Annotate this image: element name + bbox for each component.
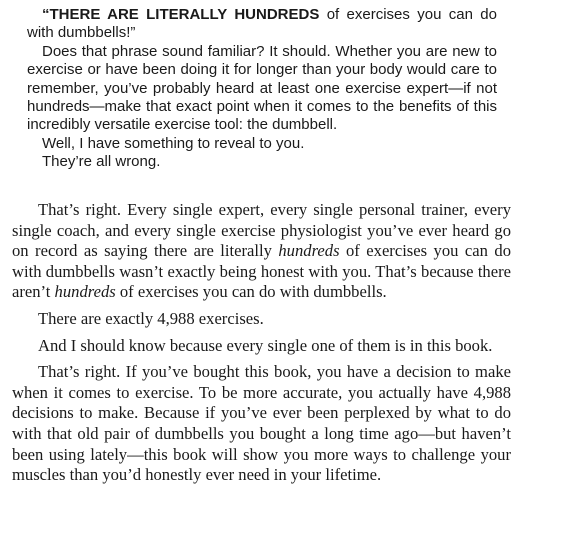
body-paragraph-1-emphasis-2: hundreds — [54, 282, 116, 302]
body-paragraph-1 — [12, 200, 511, 303]
intro-paragraph-2: Does that phrase sound familiar? It should. Whether you are new to exercise or have been doing it for longer than your body would care to remember, you’ve probably heard at least one exercise expert—if not hundreds—make that exact point when it comes to the benefits of this incredibly versatile exercise tool: the dumbbell. — [27, 42, 497, 134]
body-paragraph-1-emphasis-1: hundreds — [278, 241, 340, 261]
intro-paragraph-3: Well, I have something to reveal to you. — [42, 134, 305, 152]
body-paragraph-1-part-c: of exercises you can do with dumbbells. — [115, 282, 387, 302]
body-paragraph-1-part-b: of exercises you can do with dumbbells wasn’t exactly being honest with you. That’s because there aren’t — [12, 241, 511, 302]
intro-paragraph-4: They’re all wrong. — [42, 153, 161, 171]
intro-quote — [27, 6, 497, 43]
body-paragraph-4: That’s right. If you’ve bought this book, you have a decision to make when it comes to exercise. To be more accurate, you actually have 4,988 decisions to make. Because if you’ve ever been perplexed by what to do with that old pair of dumbbells you bought a long time ago—but haven’t been using lately—this book will show you more ways to challenge your muscles than you’d honestly ever need in your lifetime. — [12, 362, 511, 485]
body-paragraph-2: There are exactly 4,988 exercises. — [38, 308, 264, 328]
intro-quote-caps: “THERE ARE LITERALLY HUNDREDS — [42, 6, 320, 23]
intro-quote-rest: of exercises you can do with dumbbells!” — [27, 6, 497, 42]
intro-section — [27, 6, 497, 172]
body-paragraph-3: And I should know because every single one of them is in this book. — [38, 335, 493, 355]
body-paragraph-1-part-a: That’s right. Every single expert, every single personal trainer, every single coach, and every single exercise physiologist you’ve ever heard go on record as saying there are literally — [12, 200, 511, 261]
body-text — [12, 200, 511, 492]
